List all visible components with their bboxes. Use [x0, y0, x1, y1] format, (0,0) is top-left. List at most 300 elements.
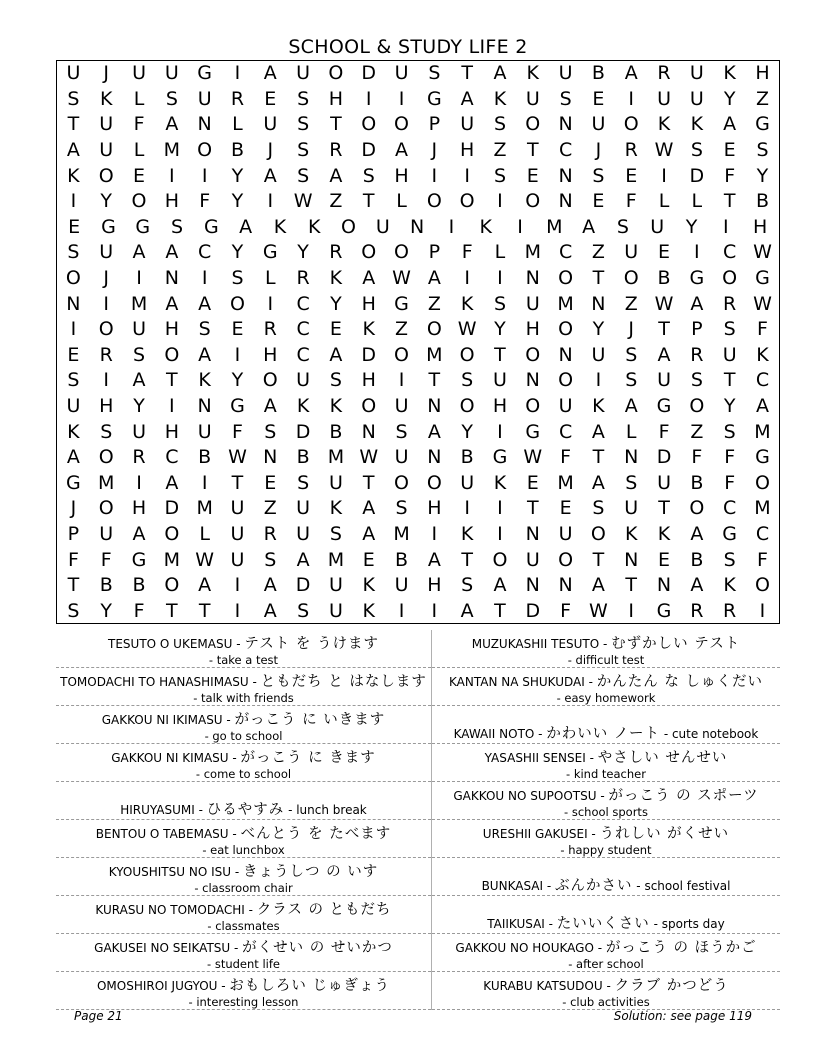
grid-letter[interactable]: G	[656, 395, 672, 418]
grid-letter[interactable]: A	[427, 548, 441, 571]
grid-letter[interactable]: F	[133, 599, 145, 622]
grid-letter[interactable]: B	[99, 574, 113, 597]
grid-letter[interactable]: N	[361, 420, 376, 443]
grid-letter[interactable]: T	[592, 548, 605, 571]
grid-letter[interactable]: W	[359, 446, 379, 469]
grid-letter[interactable]: O	[341, 215, 356, 238]
grid-letter[interactable]: K	[362, 599, 375, 622]
grid-letter[interactable]: U	[296, 62, 311, 85]
grid-letter[interactable]: E	[526, 471, 539, 494]
grid-letter[interactable]: R	[132, 446, 146, 469]
grid-letter[interactable]: Y	[330, 292, 342, 315]
grid-letter[interactable]: I	[201, 164, 208, 187]
grid-letter[interactable]: I	[497, 522, 503, 545]
grid-letter[interactable]: C	[558, 241, 573, 264]
grid-letter[interactable]: M	[327, 446, 345, 469]
grid-letter[interactable]: Y	[100, 190, 113, 213]
grid-letter[interactable]: A	[263, 164, 277, 187]
grid-letter[interactable]: U	[66, 62, 81, 85]
grid-letter[interactable]: S	[690, 139, 703, 162]
grid-letter[interactable]: O	[722, 267, 738, 290]
grid-letter[interactable]: S	[616, 215, 629, 238]
grid-letter[interactable]: S	[67, 241, 80, 264]
grid-letter[interactable]: H	[427, 574, 442, 597]
grid-letter[interactable]: U	[689, 87, 704, 110]
grid-letter[interactable]: Y	[231, 164, 244, 187]
grid-letter[interactable]: U	[657, 471, 671, 494]
grid-letter[interactable]: A	[723, 113, 737, 136]
grid-letter[interactable]: O	[525, 395, 541, 418]
grid-letter[interactable]: L	[199, 522, 210, 545]
grid-letter[interactable]: U	[722, 343, 737, 366]
grid-letter[interactable]: H	[164, 190, 179, 213]
grid-letter[interactable]: O	[394, 113, 410, 136]
grid-letter[interactable]: I	[234, 599, 241, 622]
grid-letter[interactable]: K	[362, 574, 375, 597]
grid-letter[interactable]: J	[595, 139, 602, 162]
grid-letter[interactable]: K	[657, 113, 671, 136]
grid-letter[interactable]: N	[197, 113, 212, 136]
grid-letter[interactable]: I	[464, 164, 470, 187]
grid-letter[interactable]: B	[690, 548, 704, 571]
grid-letter[interactable]: J	[431, 139, 438, 162]
grid-letter[interactable]: I	[234, 62, 241, 85]
grid-letter[interactable]: K	[198, 369, 211, 392]
grid-letter[interactable]: S	[362, 164, 375, 187]
grid-letter[interactable]: I	[267, 190, 274, 213]
grid-letter[interactable]: A	[427, 267, 441, 290]
grid-letter[interactable]: A	[329, 343, 343, 366]
grid-letter[interactable]: S	[592, 497, 605, 520]
grid-letter[interactable]: A	[493, 574, 507, 597]
grid-letter[interactable]: O	[590, 522, 606, 545]
grid-letter[interactable]: K	[362, 318, 375, 341]
grid-letter[interactable]: L	[625, 420, 637, 443]
grid-letter[interactable]: M	[754, 420, 771, 443]
grid-letter[interactable]: A	[132, 369, 146, 392]
grid-letter[interactable]: T	[330, 113, 342, 136]
grid-letter[interactable]: S	[231, 267, 244, 290]
grid-letter[interactable]: H	[752, 215, 768, 238]
grid-letter[interactable]: O	[558, 267, 574, 290]
grid-letter[interactable]: O	[558, 318, 574, 341]
grid-letter[interactable]: F	[724, 164, 736, 187]
grid-letter[interactable]: A	[165, 292, 179, 315]
grid-letter[interactable]: T	[526, 497, 539, 520]
grid-letter[interactable]: T	[67, 574, 80, 597]
grid-letter[interactable]: A	[66, 139, 80, 162]
grid-letter[interactable]: O	[459, 395, 475, 418]
grid-letter[interactable]: N	[525, 522, 540, 545]
grid-letter[interactable]: K	[657, 522, 671, 545]
grid-letter[interactable]: N	[558, 343, 573, 366]
grid-letter[interactable]: A	[362, 522, 376, 545]
grid-letter[interactable]: I	[169, 395, 175, 418]
grid-letter[interactable]: A	[263, 395, 277, 418]
grid-letter[interactable]: C	[558, 139, 573, 162]
grid-letter[interactable]: E	[592, 190, 605, 213]
grid-letter[interactable]: M	[557, 292, 574, 315]
grid-letter[interactable]: H	[263, 343, 278, 366]
grid-letter[interactable]: I	[136, 471, 142, 494]
grid-letter[interactable]: U	[328, 574, 343, 597]
grid-letter[interactable]: E	[723, 139, 736, 162]
grid-letter[interactable]: C	[296, 292, 310, 315]
grid-letter[interactable]: F	[757, 318, 768, 341]
grid-letter[interactable]: U	[230, 497, 245, 520]
grid-letter[interactable]: U	[394, 395, 409, 418]
grid-letter[interactable]: K	[99, 87, 113, 110]
grid-letter[interactable]: L	[264, 267, 276, 290]
grid-letter[interactable]: Z	[690, 420, 704, 443]
grid-letter[interactable]: O	[361, 395, 377, 418]
grid-letter[interactable]: N	[558, 113, 573, 136]
grid-letter[interactable]: S	[559, 87, 572, 110]
grid-letter[interactable]: L	[691, 190, 703, 213]
grid-letter[interactable]: U	[558, 522, 573, 545]
grid-letter[interactable]: S	[297, 139, 310, 162]
grid-letter[interactable]: B	[132, 574, 146, 597]
grid-letter[interactable]: Y	[100, 599, 113, 622]
grid-letter[interactable]: K	[723, 574, 736, 597]
grid-letter[interactable]: N	[197, 395, 212, 418]
grid-letter[interactable]: T	[166, 369, 178, 392]
grid-letter[interactable]: H	[460, 139, 475, 162]
grid-letter[interactable]: R	[723, 599, 737, 622]
grid-letter[interactable]: U	[197, 87, 212, 110]
grid-letter[interactable]: G	[203, 215, 219, 238]
grid-letter[interactable]: U	[197, 420, 212, 443]
grid-letter[interactable]: G	[492, 446, 508, 469]
grid-letter[interactable]: W	[228, 446, 247, 469]
grid-letter[interactable]: S	[723, 420, 736, 443]
grid-letter[interactable]: O	[754, 574, 770, 597]
grid-letter[interactable]: I	[431, 164, 438, 187]
grid-letter[interactable]: T	[166, 599, 178, 622]
grid-letter[interactable]: O	[623, 267, 639, 290]
grid-letter[interactable]: U	[99, 113, 114, 136]
grid-letter[interactable]: K	[307, 215, 321, 238]
grid-letter[interactable]: K	[67, 164, 80, 187]
grid-letter[interactable]: A	[165, 241, 179, 264]
grid-letter[interactable]: P	[67, 522, 80, 545]
grid-letter[interactable]: U	[230, 548, 245, 571]
grid-letter[interactable]: O	[164, 343, 180, 366]
grid-letter[interactable]: I	[103, 369, 110, 392]
grid-letter[interactable]: I	[661, 164, 667, 187]
grid-letter[interactable]: A	[132, 241, 146, 264]
grid-letter[interactable]: U	[591, 343, 606, 366]
grid-letter[interactable]: R	[230, 87, 245, 110]
grid-letter[interactable]: C	[558, 420, 573, 443]
grid-letter[interactable]: A	[66, 446, 80, 469]
grid-letter[interactable]: N	[624, 446, 639, 469]
grid-letter[interactable]: N	[263, 446, 278, 469]
grid-letter[interactable]: I	[497, 267, 503, 290]
grid-letter[interactable]: G	[689, 267, 705, 290]
grid-letter[interactable]: Y	[723, 87, 736, 110]
grid-letter[interactable]: N	[66, 292, 81, 315]
grid-letter[interactable]: S	[171, 215, 184, 238]
grid-letter[interactable]: M	[557, 471, 574, 494]
grid-letter[interactable]: C	[296, 343, 310, 366]
grid-letter[interactable]: D	[295, 574, 311, 597]
grid-letter[interactable]: O	[164, 522, 180, 545]
grid-letter[interactable]: C	[198, 241, 212, 264]
grid-letter[interactable]: F	[232, 420, 243, 443]
grid-letter[interactable]: F	[100, 548, 112, 571]
grid-letter[interactable]: I	[234, 574, 241, 597]
grid-letter[interactable]: U	[558, 62, 573, 85]
grid-letter[interactable]: U	[558, 395, 573, 418]
grid-letter[interactable]: I	[497, 497, 503, 520]
grid-letter[interactable]: T	[526, 139, 539, 162]
grid-letter[interactable]: T	[67, 113, 80, 136]
grid-letter[interactable]: U	[263, 113, 278, 136]
grid-letter[interactable]: N	[427, 446, 442, 469]
grid-letter[interactable]: T	[592, 267, 605, 290]
grid-letter[interactable]: U	[624, 497, 639, 520]
grid-letter[interactable]: A	[624, 395, 638, 418]
grid-letter[interactable]: A	[132, 522, 146, 545]
grid-letter[interactable]: B	[755, 190, 769, 213]
grid-letter[interactable]: B	[198, 446, 212, 469]
grid-letter[interactable]: U	[460, 113, 475, 136]
grid-letter[interactable]: B	[329, 420, 343, 443]
grid-letter[interactable]: U	[375, 215, 390, 238]
grid-letter[interactable]: O	[459, 190, 475, 213]
grid-letter[interactable]: L	[232, 113, 243, 136]
grid-letter[interactable]: E	[625, 164, 638, 187]
grid-letter[interactable]: F	[691, 446, 703, 469]
grid-letter[interactable]: I	[448, 215, 455, 238]
grid-letter[interactable]: S	[690, 369, 703, 392]
grid-letter[interactable]: H	[361, 292, 376, 315]
grid-letter[interactable]: R	[657, 62, 671, 85]
grid-letter[interactable]: K	[493, 87, 507, 110]
grid-letter[interactable]: O	[98, 318, 114, 341]
grid-letter[interactable]: J	[267, 139, 274, 162]
grid-letter[interactable]: Z	[395, 318, 409, 341]
grid-letter[interactable]: G	[230, 395, 245, 418]
grid-letter[interactable]: I	[464, 497, 470, 520]
grid-letter[interactable]: O	[525, 113, 541, 136]
grid-letter[interactable]: M	[546, 215, 563, 238]
grid-letter[interactable]: C	[755, 522, 770, 545]
grid-letter[interactable]: L	[494, 241, 506, 264]
grid-letter[interactable]: U	[230, 522, 245, 545]
grid-letter[interactable]: W	[457, 318, 477, 341]
grid-letter[interactable]: O	[689, 395, 705, 418]
grid-letter[interactable]: S	[264, 420, 277, 443]
grid-letter[interactable]: D	[689, 164, 705, 187]
grid-letter[interactable]: P	[428, 113, 441, 136]
grid-letter[interactable]: A	[493, 62, 507, 85]
grid-letter[interactable]: Y	[592, 318, 605, 341]
grid-letter[interactable]: T	[231, 471, 244, 494]
grid-letter[interactable]: S	[592, 164, 605, 187]
grid-letter[interactable]: M	[327, 548, 345, 571]
grid-letter[interactable]: E	[592, 87, 605, 110]
grid-letter[interactable]: U	[132, 318, 146, 341]
grid-letter[interactable]: A	[591, 574, 605, 597]
grid-letter[interactable]: N	[164, 267, 179, 290]
grid-letter[interactable]: G	[394, 292, 409, 315]
grid-letter[interactable]: T	[362, 190, 375, 213]
grid-letter[interactable]: B	[230, 139, 244, 162]
grid-letter[interactable]: A	[165, 113, 179, 136]
grid-letter[interactable]: O	[426, 471, 442, 494]
grid-letter[interactable]: S	[297, 599, 310, 622]
grid-letter[interactable]: M	[98, 471, 115, 494]
grid-letter[interactable]: O	[361, 113, 377, 136]
grid-letter[interactable]: U	[591, 113, 606, 136]
grid-letter[interactable]: S	[493, 113, 506, 136]
grid-letter[interactable]: U	[650, 215, 665, 238]
grid-letter[interactable]: U	[493, 369, 507, 392]
grid-letter[interactable]: K	[592, 395, 605, 418]
grid-letter[interactable]: U	[296, 369, 311, 392]
grid-letter[interactable]: J	[628, 318, 635, 341]
grid-letter[interactable]: O	[558, 548, 574, 571]
grid-letter[interactable]: I	[398, 599, 405, 622]
grid-letter[interactable]: N	[624, 548, 639, 571]
grid-letter[interactable]: T	[494, 599, 506, 622]
grid-letter[interactable]: R	[99, 343, 113, 366]
grid-letter[interactable]: A	[198, 292, 212, 315]
grid-letter[interactable]: T	[658, 497, 670, 520]
grid-letter[interactable]: A	[460, 87, 474, 110]
grid-letter[interactable]: S	[297, 87, 310, 110]
grid-letter[interactable]: G	[722, 522, 738, 545]
grid-letter[interactable]: D	[656, 446, 672, 469]
grid-letter[interactable]: I	[365, 87, 372, 110]
grid-letter[interactable]: S	[133, 343, 146, 366]
grid-letter[interactable]: I	[497, 190, 503, 213]
grid-letter[interactable]: M	[426, 343, 443, 366]
grid-letter[interactable]: M	[524, 241, 541, 264]
grid-letter[interactable]: K	[460, 522, 474, 545]
grid-letter[interactable]: K	[479, 215, 492, 238]
grid-letter[interactable]: I	[169, 164, 175, 187]
grid-letter[interactable]: Y	[756, 164, 769, 187]
grid-letter[interactable]: B	[395, 548, 409, 571]
grid-letter[interactable]: O	[361, 241, 377, 264]
grid-letter[interactable]: R	[296, 267, 310, 290]
grid-letter[interactable]: S	[297, 164, 310, 187]
grid-letter[interactable]: C	[723, 241, 737, 264]
grid-letter[interactable]: S	[297, 471, 310, 494]
grid-letter[interactable]: A	[755, 395, 769, 418]
grid-letter[interactable]: S	[723, 548, 736, 571]
grid-letter[interactable]: R	[723, 292, 737, 315]
grid-letter[interactable]: O	[65, 267, 81, 290]
grid-letter[interactable]: G	[66, 471, 81, 494]
grid-letter[interactable]: Y	[461, 420, 473, 443]
grid-letter[interactable]: T	[494, 343, 506, 366]
grid-letter[interactable]: U	[132, 420, 146, 443]
grid-letter[interactable]: I	[722, 215, 729, 238]
grid-letter[interactable]: I	[398, 369, 405, 392]
grid-letter[interactable]: O	[525, 190, 541, 213]
grid-letter[interactable]: U	[624, 241, 639, 264]
grid-letter[interactable]: A	[263, 599, 277, 622]
grid-letter[interactable]: H	[361, 369, 376, 392]
grid-letter[interactable]: U	[657, 369, 671, 392]
grid-letter[interactable]: Y	[723, 395, 736, 418]
grid-letter[interactable]: E	[264, 87, 277, 110]
grid-letter[interactable]: F	[199, 190, 211, 213]
grid-letter[interactable]: C	[723, 497, 737, 520]
grid-letter[interactable]: O	[262, 369, 278, 392]
grid-letter[interactable]: U	[525, 87, 540, 110]
grid-letter[interactable]: U	[132, 62, 146, 85]
grid-letter[interactable]: Y	[231, 241, 244, 264]
grid-letter[interactable]: I	[201, 267, 208, 290]
grid-letter[interactable]: W	[654, 139, 674, 162]
grid-letter[interactable]: N	[558, 164, 573, 187]
grid-letter[interactable]: U	[394, 62, 409, 85]
grid-letter[interactable]: A	[395, 139, 409, 162]
grid-letter[interactable]: A	[165, 471, 179, 494]
grid-letter[interactable]: O	[328, 62, 344, 85]
grid-letter[interactable]: Z	[263, 497, 277, 520]
grid-letter[interactable]: A	[690, 522, 704, 545]
grid-letter[interactable]: K	[526, 62, 540, 85]
grid-letter[interactable]: I	[136, 267, 142, 290]
grid-letter[interactable]: G	[755, 113, 770, 136]
grid-letter[interactable]: Y	[231, 190, 244, 213]
grid-letter[interactable]: H	[164, 420, 179, 443]
grid-letter[interactable]: A	[690, 292, 704, 315]
grid-letter[interactable]: B	[657, 267, 671, 290]
grid-letter[interactable]: S	[625, 369, 638, 392]
grid-letter[interactable]: G	[426, 87, 442, 110]
grid-letter[interactable]: N	[656, 574, 672, 597]
grid-letter[interactable]: A	[591, 420, 605, 443]
grid-letter[interactable]: L	[133, 139, 145, 162]
grid-letter[interactable]: Z	[427, 292, 441, 315]
grid-letter[interactable]: A	[427, 420, 441, 443]
grid-letter[interactable]: N	[525, 574, 540, 597]
grid-letter[interactable]: F	[757, 548, 768, 571]
grid-letter[interactable]: K	[329, 395, 343, 418]
grid-letter[interactable]: T	[625, 574, 638, 597]
grid-letter[interactable]: I	[517, 215, 523, 238]
grid-letter[interactable]: K	[273, 215, 287, 238]
grid-letter[interactable]: B	[460, 446, 474, 469]
grid-letter[interactable]: E	[526, 164, 539, 187]
grid-letter[interactable]: W	[589, 599, 608, 622]
grid-letter[interactable]: U	[394, 574, 409, 597]
grid-letter[interactable]: R	[329, 139, 343, 162]
grid-letter[interactable]: T	[362, 471, 375, 494]
grid-letter[interactable]: H	[427, 497, 442, 520]
grid-letter[interactable]: O	[492, 548, 508, 571]
grid-letter[interactable]: T	[723, 190, 736, 213]
grid-letter[interactable]: O	[689, 497, 705, 520]
grid-letter[interactable]: I	[628, 599, 635, 622]
grid-letter[interactable]: S	[395, 420, 408, 443]
grid-letter[interactable]: D	[361, 139, 377, 162]
grid-letter[interactable]: S	[461, 369, 474, 392]
grid-letter[interactable]: U	[99, 522, 114, 545]
grid-letter[interactable]: G	[262, 241, 278, 264]
grid-letter[interactable]: M	[130, 292, 148, 315]
grid-letter[interactable]: C	[165, 446, 179, 469]
grid-letter[interactable]: H	[394, 164, 409, 187]
grid-letter[interactable]: M	[393, 522, 410, 545]
